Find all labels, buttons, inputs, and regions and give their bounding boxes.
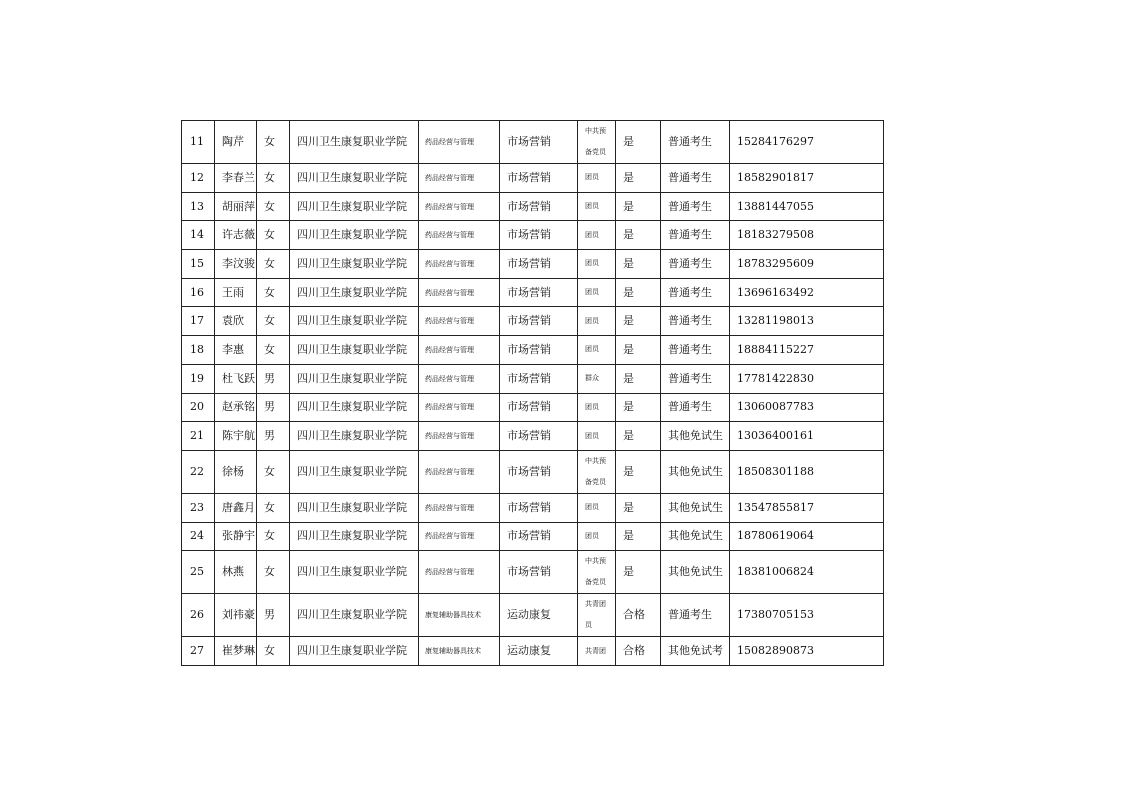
cell-major-from: 药品经营与管理 <box>419 493 500 522</box>
cell-school: 四川卫生康复职业学院 <box>290 393 419 422</box>
cell-school: 四川卫生康复职业学院 <box>290 422 419 451</box>
cell-political-status <box>578 250 616 279</box>
cell-major-from: 药品经营与管理 <box>419 393 500 422</box>
table-row <box>182 493 884 522</box>
cell-major-from: 药品经营与管理 <box>419 522 500 551</box>
cell-number: 16 <box>182 278 215 307</box>
cell-number: 23 <box>182 493 215 522</box>
cell-candidate-type: 其他免试生 <box>661 493 730 522</box>
cell-gender: 女 <box>257 551 290 594</box>
cell-political-status <box>578 164 616 193</box>
cell-candidate-type: 其他免试生 <box>661 422 730 451</box>
cell-major-from: 康复辅助器具技术 <box>419 594 500 637</box>
cell-number: 25 <box>182 551 215 594</box>
table-row <box>182 450 884 493</box>
cell-political-status <box>578 336 616 365</box>
cell-number: 11 <box>182 121 215 164</box>
political-status-line: 共青团 <box>585 600 606 609</box>
cell-political-status <box>578 551 616 594</box>
cell-major-from: 药品经营与管理 <box>419 164 500 193</box>
cell-number: 13 <box>182 192 215 221</box>
cell-qualified: 是 <box>616 422 661 451</box>
table-row <box>182 192 884 221</box>
cell-candidate-type: 普通考生 <box>661 307 730 336</box>
cell-political-status <box>578 307 616 336</box>
table-row <box>182 307 884 336</box>
student-list-table <box>181 120 884 666</box>
cell-major-to: 市场营销 <box>500 450 578 493</box>
cell-major-from: 药品经营与管理 <box>419 250 500 279</box>
cell-name: 王雨 <box>215 278 257 307</box>
political-status-line: 员 <box>585 621 592 630</box>
cell-number: 27 <box>182 637 215 666</box>
cell-qualified: 是 <box>616 336 661 365</box>
cell-candidate-type: 普通考生 <box>661 221 730 250</box>
cell-qualified: 是 <box>616 493 661 522</box>
cell-number: 18 <box>182 336 215 365</box>
cell-gender: 女 <box>257 221 290 250</box>
table-row <box>182 250 884 279</box>
cell-qualified: 是 <box>616 121 661 164</box>
cell-qualified: 合格 <box>616 637 661 666</box>
cell-candidate-type: 其他免试考 <box>661 637 730 666</box>
cell-major-to: 市场营销 <box>500 551 578 594</box>
cell-school: 四川卫生康复职业学院 <box>290 450 419 493</box>
cell-qualified: 是 <box>616 450 661 493</box>
cell-phone: 13547855817 <box>730 493 884 522</box>
cell-name: 杜飞跃 <box>215 364 257 393</box>
cell-school: 四川卫生康复职业学院 <box>290 336 419 365</box>
political-status-line: 团员 <box>585 288 599 297</box>
cell-major-from: 康复辅助器具技术 <box>419 637 500 666</box>
cell-major-to: 运动康复 <box>500 594 578 637</box>
political-status-line: 团员 <box>585 202 599 211</box>
cell-major-to: 市场营销 <box>500 192 578 221</box>
cell-phone: 17781422830 <box>730 364 884 393</box>
cell-phone: 13060087783 <box>730 393 884 422</box>
cell-gender: 女 <box>257 192 290 221</box>
cell-school: 四川卫生康复职业学院 <box>290 121 419 164</box>
cell-candidate-type: 普通考生 <box>661 594 730 637</box>
table-row <box>182 278 884 307</box>
cell-political-status <box>578 221 616 250</box>
cell-political-status <box>578 422 616 451</box>
cell-qualified: 是 <box>616 364 661 393</box>
cell-phone: 13696163492 <box>730 278 884 307</box>
cell-major-from: 药品经营与管理 <box>419 278 500 307</box>
cell-phone: 18183279508 <box>730 221 884 250</box>
cell-name: 李惠 <box>215 336 257 365</box>
cell-school: 四川卫生康复职业学院 <box>290 278 419 307</box>
cell-name: 李春兰 <box>215 164 257 193</box>
cell-candidate-type: 其他免试生 <box>661 450 730 493</box>
cell-major-to: 市场营销 <box>500 422 578 451</box>
cell-major-from: 药品经营与管理 <box>419 221 500 250</box>
cell-name: 唐鑫月 <box>215 493 257 522</box>
cell-major-from: 药品经营与管理 <box>419 192 500 221</box>
cell-phone: 15284176297 <box>730 121 884 164</box>
political-status-line: 群众 <box>585 374 599 383</box>
cell-gender: 女 <box>257 637 290 666</box>
cell-number: 24 <box>182 522 215 551</box>
political-status-line: 备党员 <box>585 148 606 156</box>
cell-phone: 18508301188 <box>730 450 884 493</box>
cell-school: 四川卫生康复职业学院 <box>290 192 419 221</box>
cell-major-to: 市场营销 <box>500 336 578 365</box>
cell-political-status <box>578 121 616 164</box>
cell-number: 20 <box>182 393 215 422</box>
cell-name: 赵承铭 <box>215 393 257 422</box>
cell-name: 许志薇 <box>215 221 257 250</box>
cell-phone: 13881447055 <box>730 192 884 221</box>
table-row <box>182 637 884 666</box>
cell-candidate-type: 普通考生 <box>661 364 730 393</box>
cell-political-status <box>578 364 616 393</box>
cell-candidate-type: 其他免试生 <box>661 522 730 551</box>
cell-name: 崔梦琳 <box>215 637 257 666</box>
table-row <box>182 422 884 451</box>
cell-school: 四川卫生康复职业学院 <box>290 522 419 551</box>
cell-major-to: 市场营销 <box>500 522 578 551</box>
cell-name: 袁欣 <box>215 307 257 336</box>
cell-major-from: 药品经营与管理 <box>419 450 500 493</box>
cell-political-status <box>578 278 616 307</box>
cell-qualified: 是 <box>616 250 661 279</box>
cell-qualified: 是 <box>616 551 661 594</box>
cell-gender: 女 <box>257 522 290 551</box>
political-status-line: 团员 <box>585 259 599 268</box>
political-status-line: 团员 <box>585 345 599 354</box>
cell-school: 四川卫生康复职业学院 <box>290 221 419 250</box>
cell-phone: 18884115227 <box>730 336 884 365</box>
cell-major-to: 市场营销 <box>500 393 578 422</box>
cell-school: 四川卫生康复职业学院 <box>290 551 419 594</box>
cell-major-from: 药品经营与管理 <box>419 364 500 393</box>
cell-school: 四川卫生康复职业学院 <box>290 637 419 666</box>
cell-number: 12 <box>182 164 215 193</box>
cell-phone: 17380705153 <box>730 594 884 637</box>
cell-major-from: 药品经营与管理 <box>419 422 500 451</box>
table-row <box>182 551 884 594</box>
cell-phone: 15082890873 <box>730 637 884 666</box>
table-row <box>182 522 884 551</box>
cell-school: 四川卫生康复职业学院 <box>290 307 419 336</box>
political-status-line: 团员 <box>585 316 599 325</box>
cell-political-status <box>578 493 616 522</box>
cell-name: 徐杨 <box>215 450 257 493</box>
cell-major-to: 市场营销 <box>500 493 578 522</box>
political-status-line: 团员 <box>585 531 599 540</box>
cell-candidate-type: 普通考生 <box>661 250 730 279</box>
cell-major-to: 市场营销 <box>500 164 578 193</box>
cell-name: 陈宇航 <box>215 422 257 451</box>
cell-qualified: 是 <box>616 164 661 193</box>
table-row <box>182 121 884 164</box>
table-row <box>182 164 884 193</box>
cell-gender: 女 <box>257 450 290 493</box>
cell-qualified: 是 <box>616 522 661 551</box>
cell-name: 陶芹 <box>215 121 257 164</box>
political-status-line: 团员 <box>585 503 599 512</box>
cell-name: 林燕 <box>215 551 257 594</box>
cell-major-to: 市场营销 <box>500 307 578 336</box>
cell-number: 21 <box>182 422 215 451</box>
cell-number: 15 <box>182 250 215 279</box>
table-row <box>182 594 884 637</box>
cell-name: 刘祎豪 <box>215 594 257 637</box>
cell-gender: 女 <box>257 493 290 522</box>
political-status-line: 团员 <box>585 402 599 411</box>
cell-political-status <box>578 192 616 221</box>
cell-major-to: 市场营销 <box>500 250 578 279</box>
cell-gender: 女 <box>257 307 290 336</box>
cell-political-status <box>578 393 616 422</box>
cell-political-status <box>578 594 616 637</box>
cell-phone: 18381006824 <box>730 551 884 594</box>
cell-qualified: 是 <box>616 393 661 422</box>
cell-gender: 女 <box>257 336 290 365</box>
cell-major-to: 市场营销 <box>500 278 578 307</box>
political-status-line: 中共预 <box>585 127 606 135</box>
cell-name: 胡丽萍 <box>215 192 257 221</box>
cell-candidate-type: 普通考生 <box>661 192 730 221</box>
cell-gender: 女 <box>257 278 290 307</box>
cell-candidate-type: 其他免试生 <box>661 551 730 594</box>
cell-number: 19 <box>182 364 215 393</box>
cell-phone: 18783295609 <box>730 250 884 279</box>
cell-gender: 女 <box>257 250 290 279</box>
political-status-line: 中共预 <box>585 557 606 566</box>
cell-gender: 男 <box>257 364 290 393</box>
cell-gender: 女 <box>257 121 290 164</box>
cell-number: 17 <box>182 307 215 336</box>
political-status-line: 中共预 <box>585 456 606 465</box>
cell-phone: 13281198013 <box>730 307 884 336</box>
cell-political-status <box>578 522 616 551</box>
cell-qualified: 是 <box>616 221 661 250</box>
cell-candidate-type: 普通考生 <box>661 336 730 365</box>
table-row <box>182 393 884 422</box>
cell-candidate-type: 普通考生 <box>661 121 730 164</box>
cell-political-status <box>578 450 616 493</box>
political-status-line: 备党员 <box>585 477 606 486</box>
cell-phone: 13036400161 <box>730 422 884 451</box>
cell-major-to: 市场营销 <box>500 364 578 393</box>
cell-name: 李汶骏 <box>215 250 257 279</box>
cell-number: 22 <box>182 450 215 493</box>
cell-gender: 男 <box>257 393 290 422</box>
political-status-line: 团员 <box>585 230 599 239</box>
cell-qualified: 是 <box>616 307 661 336</box>
cell-school: 四川卫生康复职业学院 <box>290 164 419 193</box>
cell-phone: 18780619064 <box>730 522 884 551</box>
cell-candidate-type: 普通考生 <box>661 278 730 307</box>
cell-major-from: 药品经营与管理 <box>419 551 500 594</box>
cell-gender: 女 <box>257 164 290 193</box>
cell-school: 四川卫生康复职业学院 <box>290 594 419 637</box>
political-status-line: 备党员 <box>585 578 606 587</box>
cell-candidate-type: 普通考生 <box>661 164 730 193</box>
table-row <box>182 221 884 250</box>
cell-major-to: 市场营销 <box>500 121 578 164</box>
cell-major-to: 运动康复 <box>500 637 578 666</box>
cell-number: 14 <box>182 221 215 250</box>
cell-major-to: 市场营销 <box>500 221 578 250</box>
cell-candidate-type: 普通考生 <box>661 393 730 422</box>
cell-qualified: 是 <box>616 192 661 221</box>
cell-school: 四川卫生康复职业学院 <box>290 493 419 522</box>
cell-school: 四川卫生康复职业学院 <box>290 364 419 393</box>
political-status-line: 团员 <box>585 431 599 440</box>
cell-qualified: 合格 <box>616 594 661 637</box>
table-row <box>182 336 884 365</box>
cell-political-status <box>578 637 616 666</box>
cell-name: 张静宇 <box>215 522 257 551</box>
cell-number: 26 <box>182 594 215 637</box>
cell-school: 四川卫生康复职业学院 <box>290 250 419 279</box>
cell-major-from: 药品经营与管理 <box>419 121 500 164</box>
cell-major-from: 药品经营与管理 <box>419 307 500 336</box>
table-row <box>182 364 884 393</box>
cell-major-from: 药品经营与管理 <box>419 336 500 365</box>
political-status-line: 共青团 <box>585 646 606 655</box>
cell-gender: 男 <box>257 594 290 637</box>
cell-phone: 18582901817 <box>730 164 884 193</box>
political-status-line: 团员 <box>585 173 599 182</box>
cell-gender: 男 <box>257 422 290 451</box>
cell-qualified: 是 <box>616 278 661 307</box>
